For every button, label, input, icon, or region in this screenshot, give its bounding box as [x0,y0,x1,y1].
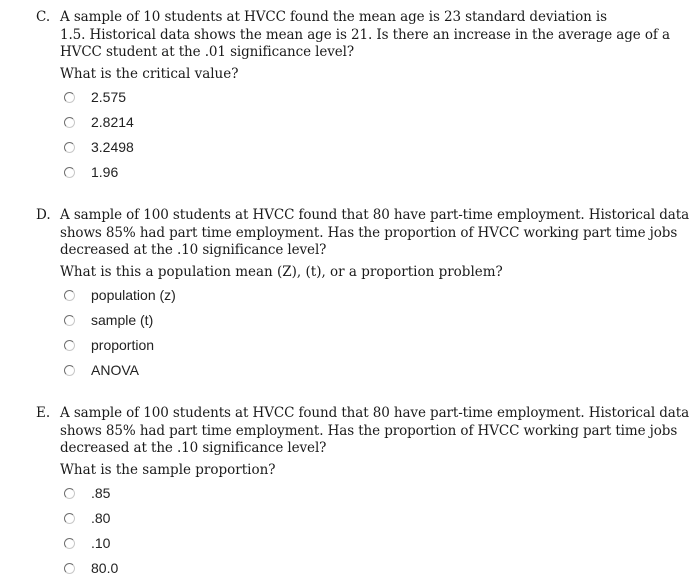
option-label: 1.96 [91,164,119,180]
option-label: .85 [91,485,111,501]
radio-button-icon[interactable] [64,315,75,326]
radio-button-icon[interactable] [64,117,75,128]
option-80[interactable] [60,508,110,528]
radio-button-icon[interactable] [64,290,75,301]
question-label: E. [36,405,51,421]
radio-button-icon[interactable] [64,488,75,499]
question-text-line: decreased at the .10 significance level? [60,242,327,258]
option-label: ANOVA [91,362,139,378]
option-label: .80 [91,510,111,526]
radio-button-icon[interactable] [64,167,75,178]
question-text [60,207,690,260]
question-prompt: What is this a population mean (Z), (t), or a proportion problem? [60,264,503,280]
question-text-line: shows 85% had part time employment. Has the proportion of HVCC working part time jobs [60,422,678,439]
question-prompt: What is the sample proportion? [60,462,276,478]
option-label: sample (t) [91,312,154,328]
option-label: 80.0 [91,560,119,576]
option-label: 2.8214 [91,114,134,130]
option-1-96[interactable] [60,162,118,182]
question-text-line: A sample of 100 students at HVCC found that 80 have part-time employment. Historical data [60,405,690,421]
radio-button-icon[interactable] [64,513,75,524]
radio-button-icon[interactable] [64,563,75,574]
option-proportion[interactable] [60,335,154,355]
question-text [60,405,690,458]
question-text-line: 1.5. Historical data shows the mean age is 21. Is there an increase in the average age of a [60,26,670,43]
radio-button-icon[interactable] [64,538,75,549]
option-label: proportion [91,337,155,353]
option-sample-t[interactable] [60,310,153,330]
question-label: C. [36,9,51,25]
option-3-2498[interactable] [60,137,134,157]
question-text-line: A sample of 10 students at HVCC found the mean age is 23 standard deviation is [60,9,607,25]
question-text-line: HVCC student at the .01 significance level? [60,44,355,60]
question-label: D. [36,207,51,223]
option-label: population (z) [91,287,176,303]
radio-button-icon[interactable] [64,142,75,153]
option-85[interactable] [60,483,110,503]
option-2-575[interactable] [60,87,126,107]
option-80-0[interactable] [60,558,118,578]
option-label: 3.2498 [91,139,134,155]
option-2-8214[interactable] [60,112,134,132]
question-text-line: shows 85% had part time employment. Has the proportion of HVCC working part time jobs [60,224,678,241]
radio-button-icon[interactable] [64,340,75,351]
question-prompt: What is the critical value? [60,66,239,82]
question-text [60,9,670,62]
option-label: 2.575 [91,89,127,105]
option-anova[interactable] [60,360,139,380]
option-population-z[interactable] [60,285,176,305]
option-10[interactable] [60,533,110,553]
option-label: .10 [91,535,111,551]
radio-button-icon[interactable] [64,365,75,376]
question-text-line: A sample of 100 students at HVCC found that 80 have part-time employment. Historical data [60,207,690,223]
question-text-line: decreased at the .10 significance level? [60,440,327,456]
radio-button-icon[interactable] [64,92,75,103]
